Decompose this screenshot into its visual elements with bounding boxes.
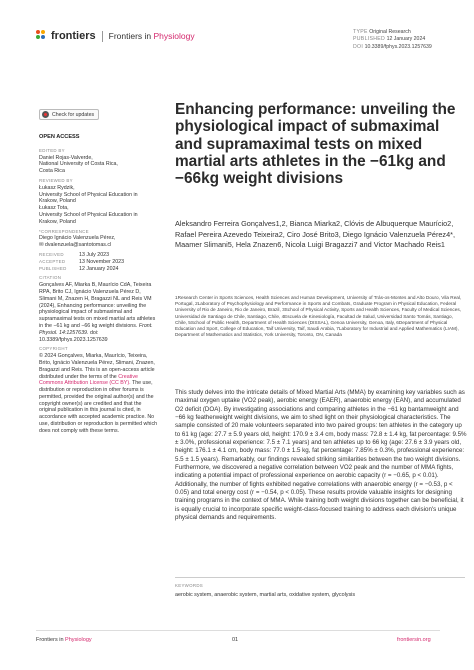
abstract: This study delves into the intricate details of Mixed Martial Arts (MMA) by examining key variables such as maximal oxygen uptake (VO2 peak), aerobic energy (EAER), anaerobic energy (EAN), and accumulated O2 deficit (DOA). By investigating associations and comparing athletes in the −61 kg bantamweight and −66 kg featherweight weight divisions, we aim to shed light on their physiological characteristics. The sample consisted of 20 male volunteers separated into two paired groups: ten athletes in the category up to 61 kg (age: 27.7 ± 5.9 years old, height: 170.9 ± 3.4 cm, body mass: 72.8 ± 1.4 kg, fat percentage: 9.5% ± 3.0%, professional experience: 7.5 ± 7.1 years) and ten athletes up to 66 kg (age: 27.6 ± 3.9 years old, height: 176.1 ± 4.1 cm, body mass: 77.0 ± 1.5 kg, fat percentage: 7.85% ± 0.3%, professional experience: 5.5 ± 1.5 years). Remarkably, our findings revealed striking similarities between the two weight divisions. Furthermore, we discovered a negative correlation between VO2 peak and the number of MMA fights, indicating a potential impact of professional experience on aerobic capacity (r = −0.65, p < 0.01). Additionally, the number of fights exhibited negative correlations with anaerobic energy (r = −0.53, p < 0.05) and total energy cost (r = −0.54, p < 0.05). These results provide valuable insights for designing training programs in the context of MMA. While training both weight divisions together can be beneficial, it is equally crucial to incorporate specific weight-class-focused training to address each division's unique physical demands and requirements. xyxy=(175,389,467,522)
footer-divider xyxy=(36,630,440,631)
correspondence-name: Diego Ignácio Valenzuela Pérez, xyxy=(39,235,116,242)
keywords-divider xyxy=(175,577,465,578)
check-for-updates-button[interactable]: Check for updates xyxy=(39,109,99,120)
sidebar: OPEN ACCESS EDITED BY Daniel Rojas-Valverde, National University of Costa Rica, Costa Rica REVIEWED BY Łukasz Rydzik, University School of Physical Education in Krakow, Poland Łukasz Tota, University School of Physical Education in Krakow, Poland *CORRESPONDENCE Diego Ignácio Valenzuela Pérez, ✉ dvalenzuela@santotomas.cl RECEIVED 13 July 2023 ACCEPTED 13 November 2023 PUBLISHED 12 January 2024 CITATION Gonçalves AF, Miarka B, Maurício CdA, Teixeira RPA, Brito CJ, Ignácio Valenzuela Pérez D, Slimani M, Znazen H, Bragazzi NL and Reis VM (2024), Enhancing performance: unveiling the physiological impact of submaximal and supramaximal tests on mixed martial arts athletes in the −61 kg and −66 kg weight divisions. Front. Physiol. 14:1257639. doi: 10.3389/fphys.2023.1257639 COPYRIGHT © 2024 Gonçalves, Miarka, Maurício, Teixeira, Brito, Ignácio Valenzuela Pérez, Slimani, Znazen, Bragazzi and Reis. This is an open-access article distributed under the terms of the Creative Commons Attribution License (CC BY). The use, distribution or reproduction in other forums is permitted, provided the original author(s) and the copyright owner(s) are credited and that the original publication in this journal is cited, in accordance with accepted academic practice. No use, distribution or reproduction is permitted which does not comply with these terms. xyxy=(39,134,158,434)
footer-journal: Frontiers in Physiology xyxy=(36,637,92,643)
page-number: 01 xyxy=(232,637,239,643)
footer-url[interactable]: frontiersin.org xyxy=(397,637,431,643)
copyright: © 2024 Gonçalves, Miarka, Maurício, Teixeira, Brito, Ignácio Valenzuela Pérez, Slimani, Znazen, Bragazzi and Reis. This is an open-access article distributed under the terms of the Creative Commons Attribution License (CC BY). The use, distribution or reproduction in other forums is permitted, provided the original author(s) and the copyright owner(s) are credited and that the original publication in this journal is cited, in accordance with accepted academic practice. No use, distribution or reproduction is permitted which does not comply with these terms. xyxy=(39,353,158,434)
journal-name: Frontiers in Physiology xyxy=(108,31,195,41)
keywords: aerobic system, anaerobic system, martial arts, oxidative system, glycolysis xyxy=(175,592,356,598)
frontiers-logo-icon xyxy=(36,30,48,42)
correspondence-email[interactable]: ✉ dvalenzuela@santotomas.cl xyxy=(39,242,112,249)
page-header xyxy=(0,0,474,64)
author-list: Aleksandro Ferreira Gonçalves1,2, Bianca Miarka2, Clóvis de Albuquerque Maurício2, Rafael Pereira Azevedo Teixeira2, Ciro José Brito3, Diego Ignácio Valenzuela Pérez4*, Maamer Slimani5, Hela Znazen6, Nicola Luigi Bragazzi7 and Victor Machado Reis1 xyxy=(175,219,456,250)
frontiers-logo[interactable] xyxy=(36,30,195,42)
logo-divider xyxy=(102,31,103,42)
article-meta: TYPE Original Research PUBLISHED 12 January 2024 DOI 10.3389/fphys.2023.1257639 xyxy=(353,29,432,50)
reviewed-by: Łukasz Rydzik, University School of Physical Education in Krakow, Poland Łukasz Tota, University School of Physical Education in Krakow, Poland xyxy=(39,184,138,225)
open-access-label: OPEN ACCESS xyxy=(39,134,80,140)
edited-by: Daniel Rojas-Valverde, National University of Costa Rica, Costa Rica xyxy=(39,154,118,175)
article-title: Enhancing performance: unveiling the physiological impact of submaximal and supramaximal tests on mixed martial arts athletes in the −61kg and −66kg weight divisions xyxy=(175,101,456,188)
article-dates: RECEIVED 13 July 2023 ACCEPTED 13 November 2023 PUBLISHED 12 January 2024 xyxy=(39,251,125,272)
citation: Gonçalves AF, Miarka B, Maurício CdA, Teixeira RPA, Brito CJ, Ignácio Valenzuela Pérez D, Slimani M, Znazen H, Bragazzi NL and Reis VM (2024), Enhancing performance: unveiling the physiological impact of submaximal and supramaximal tests on mixed martial arts athletes in the −61 kg and −66 kg weight divisions. Front. Physiol. 14:1257639. doi: 10.3389/fphys.2023.1257639 xyxy=(39,282,156,343)
brand-name: frontiers xyxy=(51,30,96,42)
license-link[interactable]: Creative Commons Attribution License (CC BY). xyxy=(39,373,138,387)
affiliations: 1Research Center in Sports Sciences, Health Sciences and Human Development, University of Trás-os-Montes and Alto Douro, Vila Real, Portugal, 2Laboratory of Psychophysiology and Performance in Sports and Combats, Graduate Program in Physical Education, Federal University of Rio de Janeiro, Rio de Janeiro, Brazil, 3School of Physical Activity, Sports and Health Sciences, Faculty of Medical Sciences, Universidad de Santiago de Chile, Santiago, Chile, 4Escuela de Kinesiología, Facultad de Salud, Universidad Santo Tomás, Santiago, Chile, 5School of Public Health, Department of Health Sciences (DISSAL), Genoa University, Genoa, Italy, 6Department of Physical Education and Sport, College of Education, Taif University, Taif, Saudi Arabia, 7Laboratory for Industrial and Applied Mathematics (LIAM), Department of Mathematics and Statistics, York University, Toronto, ON, Canada xyxy=(175,295,462,338)
keywords-label: KEYWORDS xyxy=(175,583,204,588)
check-updates-icon xyxy=(42,111,49,118)
